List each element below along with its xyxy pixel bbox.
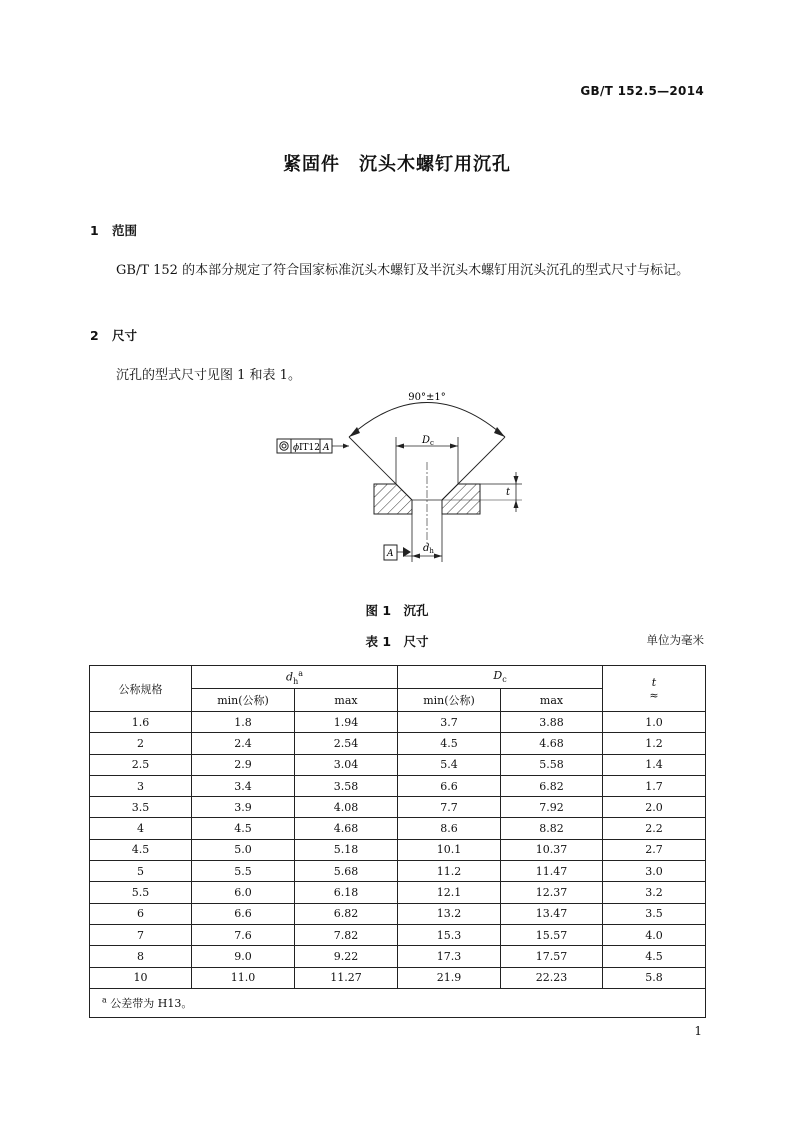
table-cell: 6.82 [295,903,398,924]
table-cell: 1.6 [90,712,192,733]
table-cell: 9.0 [192,946,295,967]
table-cell: 7.82 [295,924,398,945]
angle-label: 90°±1° [408,392,446,403]
table-cell: 2.4 [192,733,295,754]
table-row [90,861,706,882]
table-cell: 13.47 [501,903,603,924]
table-footnote: $^a$ 公差带为 H13。 [90,988,706,1017]
table-row [90,924,706,945]
table-cell: 5.8 [603,967,706,988]
db-label: $d_h$ [423,543,434,555]
table-cell: 8.82 [501,818,603,839]
table-cell: 1.94 [295,712,398,733]
table-cell: 7 [90,924,192,945]
table-cell: 8.6 [398,818,501,839]
table-cell: 1.2 [603,733,706,754]
table-cell: 2.5 [90,754,192,775]
table-cell: 6.0 [192,882,295,903]
section-1-number: 1 [90,223,99,238]
table-cell: 8 [90,946,192,967]
t-label: t [506,487,511,498]
header-t: t ≈ [603,666,706,712]
table-cell: 6.6 [192,903,295,924]
table-cell: 3.88 [501,712,603,733]
angle-arrow-right [494,427,505,437]
table-cell: 5.5 [90,882,192,903]
table-cell: 5.68 [295,861,398,882]
table-cell: 7.7 [398,797,501,818]
table-cell: 4.5 [192,818,295,839]
table-cell: 3.5 [603,903,706,924]
table-row [90,882,706,903]
table-cell: 4.5 [603,946,706,967]
table-cell: 12.37 [501,882,603,903]
table-cell: 11.0 [192,967,295,988]
table-row [90,903,706,924]
table-cell: 1.0 [603,712,706,733]
header-db-max: max [295,689,398,712]
table-cell: 5.4 [398,754,501,775]
table-row [90,712,706,733]
table-cell: 3.5 [90,797,192,818]
table-row [90,797,706,818]
svg-text:A: A [387,549,394,559]
table-cell: 2.54 [295,733,398,754]
header-dc: $D_c$ [398,666,603,689]
table-cell: 7.92 [501,797,603,818]
table-cell: 4.5 [90,839,192,860]
table-cell: 2.7 [603,839,706,860]
plate-right [442,484,480,514]
table-cell: 3.9 [192,797,295,818]
table-cell: 12.1 [398,882,501,903]
dc-label: $D_c$ [422,435,434,447]
table-cell: 3.58 [295,775,398,796]
table-cell: 7.6 [192,924,295,945]
table-row [90,733,706,754]
table-cell: 5.0 [192,839,295,860]
table-cell: 5 [90,861,192,882]
table-cell: 10 [90,967,192,988]
table-cell: 1.7 [603,775,706,796]
plate-left [374,484,412,514]
table-cell: 2.9 [192,754,295,775]
table-cell: 3.04 [295,754,398,775]
page-number: 1 [694,1024,702,1038]
svg-text:A: A [323,443,330,453]
document-title: 紧固件 沉头木螺钉用沉孔 [283,154,511,175]
svg-text:IT12: IT12 [299,443,321,453]
table-cell: 17.3 [398,946,501,967]
countersink-drawing [0,380,794,580]
angle-arc [349,403,505,438]
section-2-heading [90,326,137,344]
dimensions-table [89,665,706,1018]
header-spec: 公称规格 [90,666,192,712]
table-cell: 6.6 [398,775,501,796]
table-cell: 11.27 [295,967,398,988]
table-cell: 15.3 [398,924,501,945]
table-cell: 4.5 [398,733,501,754]
table-row [90,946,706,967]
table-cell: 3 [90,775,192,796]
section-1-paragraph: GB/T 152 的本部分规定了符合国家标准沉头木螺钉及半沉头木螺钉用沉头沉孔的型式尺寸与标记。 [116,263,690,278]
table-unit: 单位为毫米 [646,633,704,647]
table-cell: 1.8 [192,712,295,733]
section-2-title: 尺寸 [112,328,138,343]
table-cell: 3.7 [398,712,501,733]
table-cell: 3.4 [192,775,295,796]
table-cell: 5.58 [501,754,603,775]
header-dc-max: max [501,689,603,712]
table-cell: 10.37 [501,839,603,860]
section-1-heading [90,221,137,239]
table-cell: 2 [90,733,192,754]
table-cell: 11.2 [398,861,501,882]
section-1-title: 范围 [112,223,138,238]
table-row [90,818,706,839]
header-db-min: min(公称) [192,689,295,712]
table-cell: 3.2 [603,882,706,903]
standard-number: GB/T 152.5—2014 [580,84,704,98]
table-cell: 4.08 [295,797,398,818]
table-cell: 22.23 [501,967,603,988]
table-cell: 6.18 [295,882,398,903]
svg-text:ϕ: ϕ [293,443,300,453]
table-cell: 21.9 [398,967,501,988]
table-cell: 6.82 [501,775,603,796]
table-cell: 10.1 [398,839,501,860]
table-cell: 4 [90,818,192,839]
section-2-paragraph: 沉孔的型式尺寸见图 1 和表 1。 [116,368,301,383]
table-cell: 15.57 [501,924,603,945]
table-cell: 5.5 [192,861,295,882]
figure-caption: 图 1 沉孔 [365,603,429,618]
table-cell: 3.0 [603,861,706,882]
angle-arrow-left [349,427,360,437]
table-cell: 2.0 [603,797,706,818]
table-cell: 9.22 [295,946,398,967]
table-row [90,775,706,796]
table-cell: 6 [90,903,192,924]
table-row [90,754,706,775]
header-db: $d_h^a$ [192,666,398,689]
table-caption: 表 1 尺寸 [365,634,429,649]
table-cell: 11.47 [501,861,603,882]
table-cell: 13.2 [398,903,501,924]
table-row [90,839,706,860]
table-cell: 4.0 [603,924,706,945]
table-cell: 4.68 [295,818,398,839]
section-2-number: 2 [90,328,99,343]
table-cell: 5.18 [295,839,398,860]
table-cell: 17.57 [501,946,603,967]
header-dc-min: min(公称) [398,689,501,712]
table-cell: 1.4 [603,754,706,775]
table-row [90,967,706,988]
table-cell: 4.68 [501,733,603,754]
table-cell: 2.2 [603,818,706,839]
